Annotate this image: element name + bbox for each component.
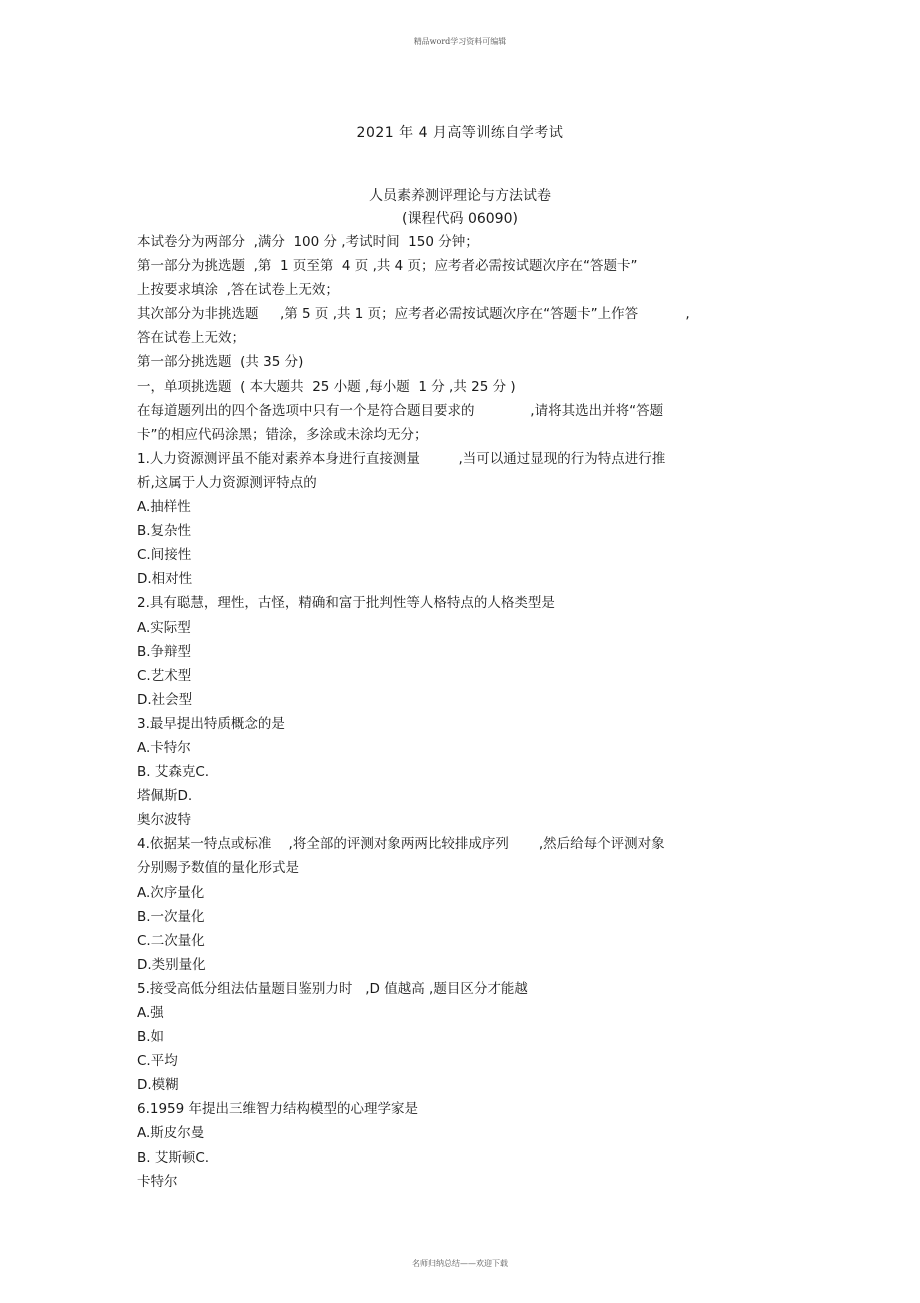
exam-body	[137, 230, 737, 1194]
instructions: 卡”的相应代码涂黑；错涂，多涂或未涂均无分；	[137, 426, 428, 443]
answer-option: A.强	[137, 1005, 164, 1021]
answer-option: C.二次量化	[137, 932, 205, 949]
answer-option: A.抽样性	[137, 499, 191, 516]
text-line: 第一部分为挑选题 ,第 1 页至第 4 页 ,共 4 页；应考者必需按试题次序在“答题卡”	[137, 258, 638, 275]
answer-option: A.次序量化	[137, 884, 205, 901]
answer-option: C.艺术型	[137, 667, 192, 684]
instructions: 在每道题列出的四个备选项中只有一个是符合题目要求的 ,请将其选出并将“答题	[137, 402, 664, 419]
exam-title: 2021 年 4 月高等训练自学考试	[356, 125, 564, 141]
exam-subtitle: 人员素养测评理论与方法试卷	[369, 188, 551, 204]
text-line: 答在试卷上无效；	[137, 330, 245, 347]
question-group-heading: 一，单项挑选题 ( 本大题共 25 小题 ,每小题 1 分 ,共 25 分 )	[137, 378, 516, 395]
question-stem: 4.依据某一特点或标准 ,将全部的评测对象两两比较排成序列 ,然后给每个评测对象	[137, 836, 665, 853]
page-footer-note: 名师归纳总结——欢迎下载	[412, 1259, 508, 1268]
question-stem: 1.人力资源测评虽不能对素养本身进行直接测量 ,当可以通过显现的行为特点进行推	[137, 450, 666, 467]
text-line: 本试卷分为两部分 ,满分 100 分 ,考试时间 150 分钟；	[137, 234, 479, 250]
answer-option: D.类别量化	[137, 956, 206, 973]
answer-option: C.平均	[137, 1053, 178, 1070]
question-stem: 6.1959 年提出三维智力结构模型的心理学家是	[137, 1101, 419, 1118]
answer-option: D.相对性	[137, 571, 193, 588]
section-heading: 第一部分挑选题 (共 35 分)	[137, 354, 304, 371]
answer-option: D.模糊	[137, 1077, 179, 1094]
answer-option: 奥尔波特	[137, 812, 191, 829]
question-stem: 3.最早提出特质概念的是	[137, 715, 285, 732]
text-line: 上按要求填涂 ,答在试卷上无效；	[137, 282, 339, 299]
answer-option: B.复杂性	[137, 523, 192, 540]
answer-option: C.间接性	[137, 547, 192, 564]
answer-option: B.争辩型	[137, 643, 192, 660]
answer-option: 塔佩斯D.	[137, 788, 193, 805]
question-stem: 分别赐予数值的量化形式是	[137, 860, 299, 877]
question-stem: 2.具有聪慧，理性，古怪，精确和富于批判性等人格特点的人格类型是	[137, 595, 555, 612]
answer-option: A.卡特尔	[137, 739, 191, 756]
answer-option: A.斯皮尔曼	[137, 1125, 205, 1142]
answer-option: B.一次量化	[137, 908, 205, 925]
text-line: 其次部分为非挑选题 ,第 5 页 ,共 1 页；应考者必需按试题次序在“答题卡”上作答 ,	[137, 306, 690, 323]
course-code: (课程代码 06090)	[402, 211, 518, 227]
answer-option: B. 艾斯顿C.	[137, 1149, 210, 1166]
page-header-note: 精品word学习资料可编辑	[413, 37, 507, 46]
answer-option: 卡特尔	[137, 1173, 178, 1190]
answer-option: A.实际型	[137, 619, 191, 636]
question-stem: 析,这属于人力资源测评特点的	[137, 474, 317, 491]
question-stem: 5.接受高低分组法估量题目鉴别力时 ,D 值越高 ,题目区分才能越	[137, 980, 528, 997]
answer-option: B.如	[137, 1029, 165, 1046]
answer-option: B. 艾森克C.	[137, 764, 210, 781]
answer-option: D.社会型	[137, 691, 193, 708]
